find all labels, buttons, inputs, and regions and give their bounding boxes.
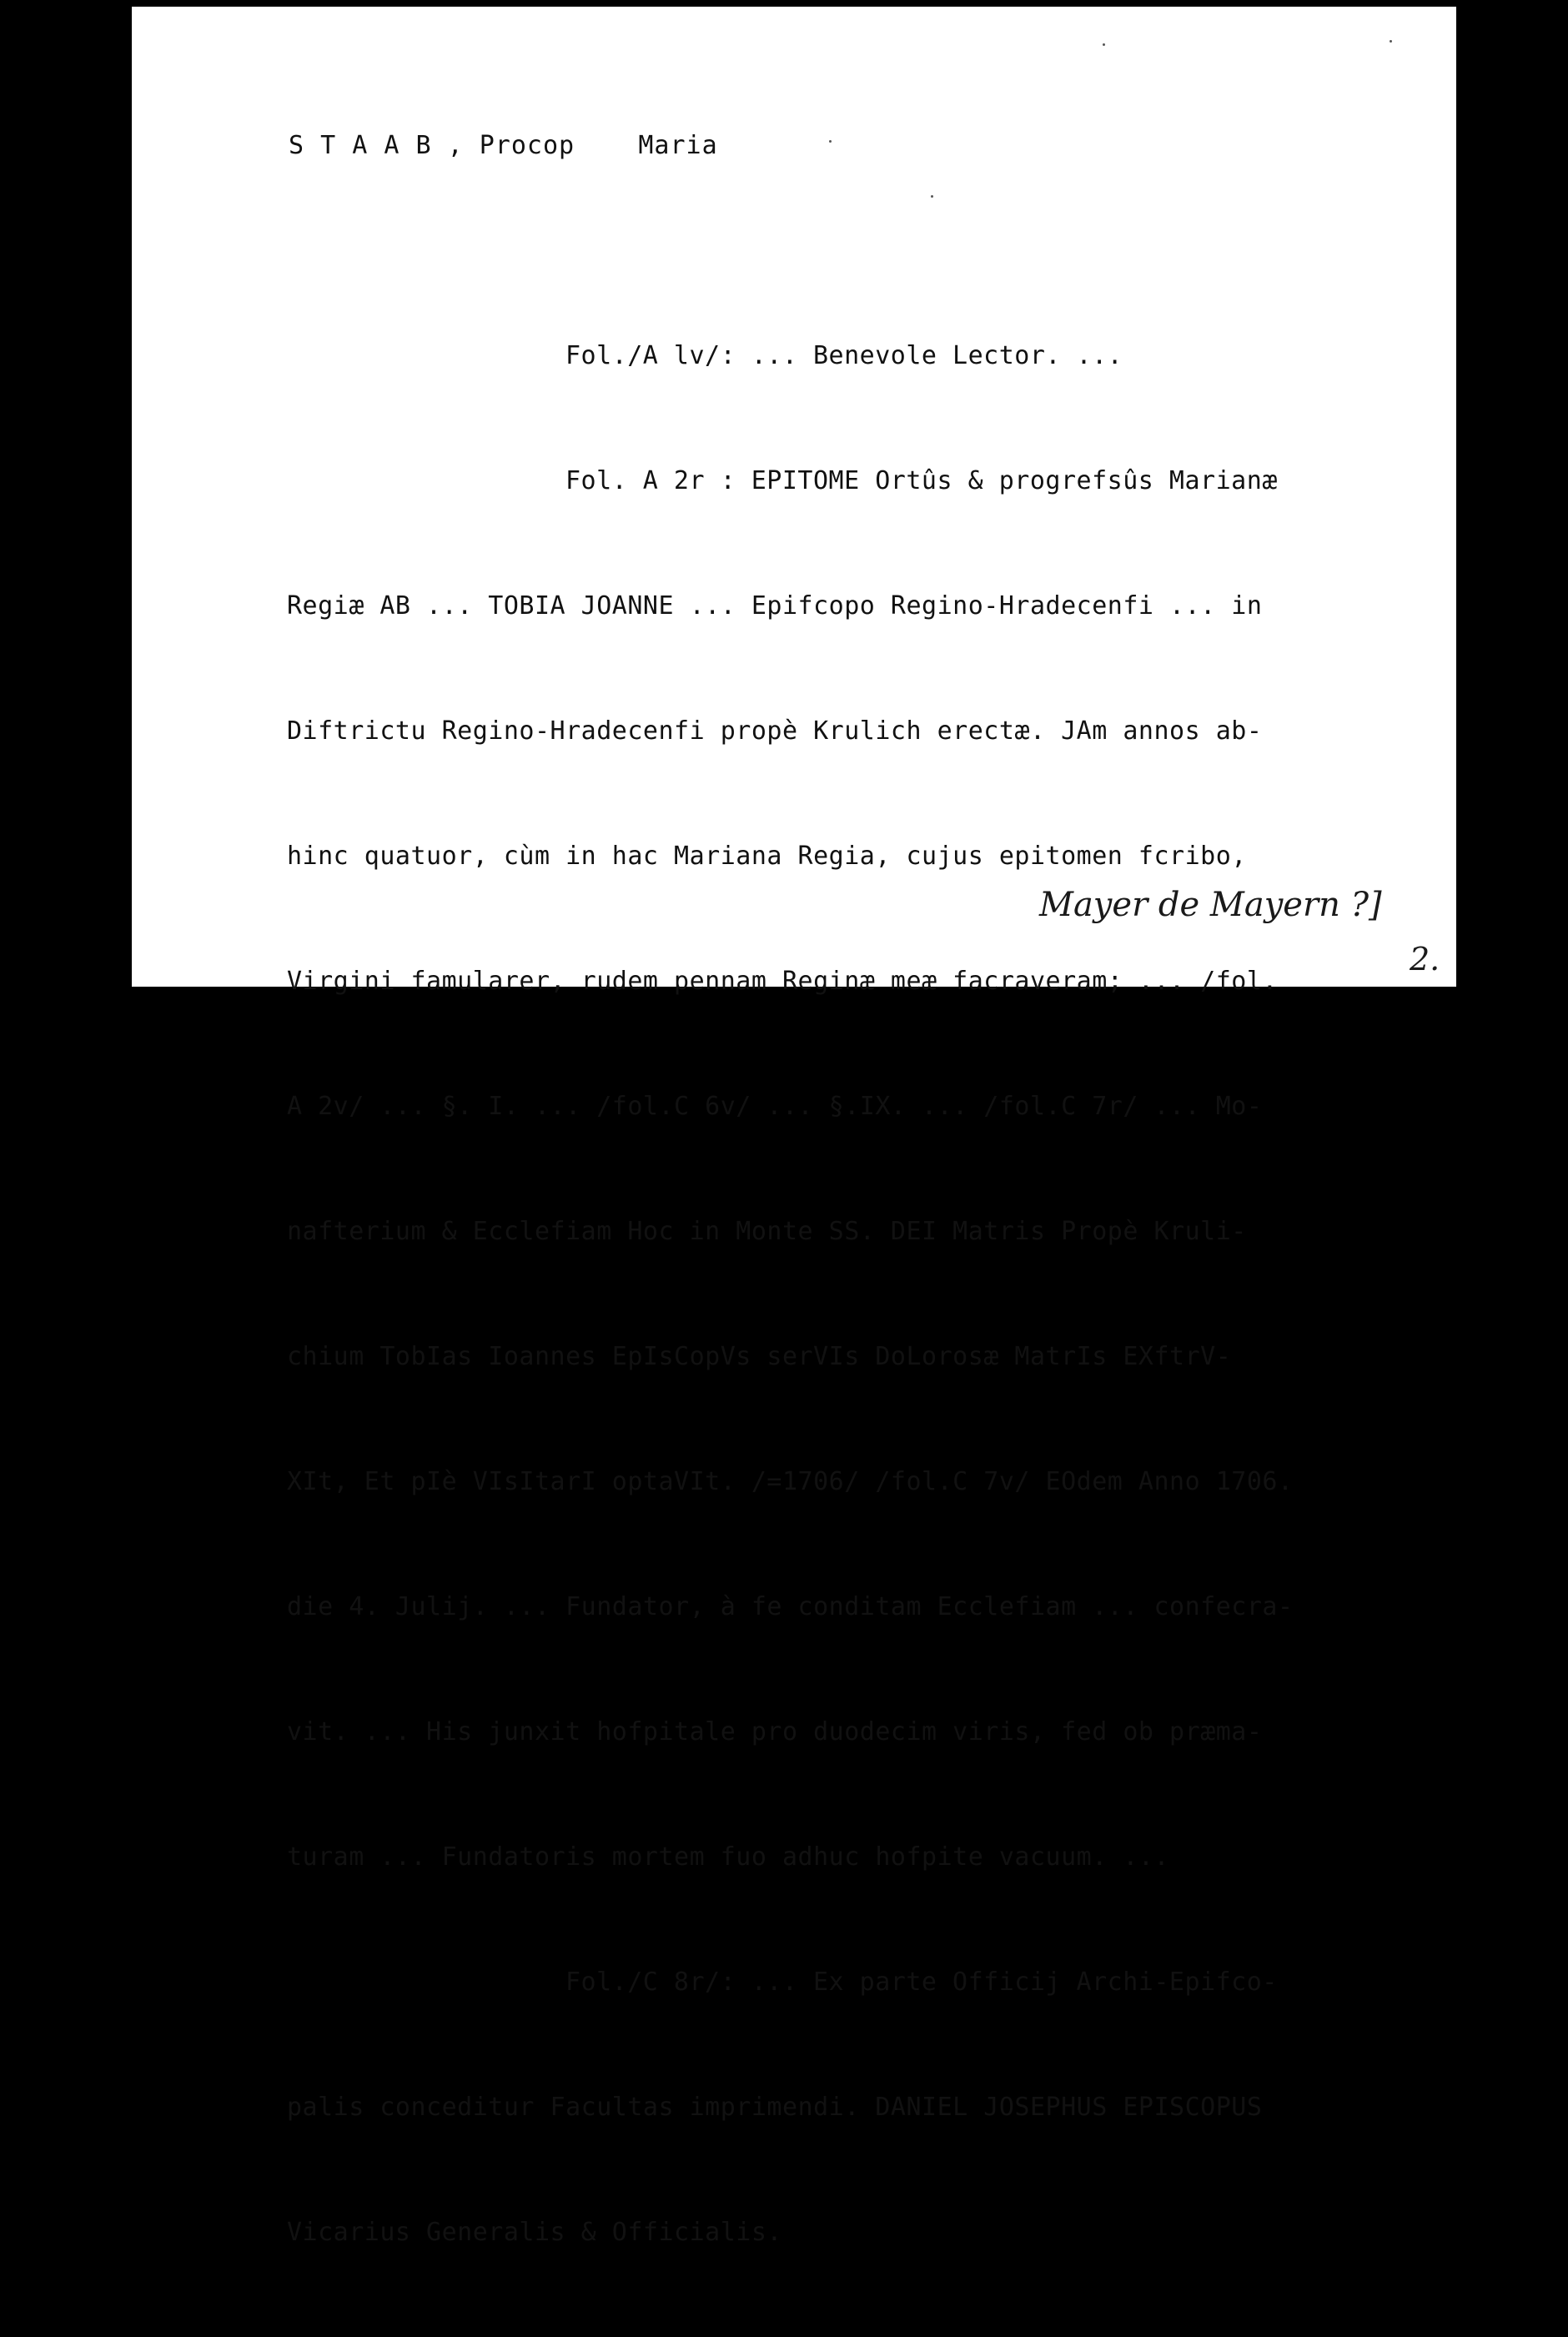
ink-speck xyxy=(829,140,832,143)
catalog-card xyxy=(132,7,1456,2247)
text-line: A 2v/ ... §. I. ... /fol.C 6v/ ... §.IX. ... /fol.C 7r/ ... Mo- xyxy=(287,1092,1263,1121)
text-line: XIt, Et pIè VIsItarI optaVIt. /=1706/ /fol.C 7v/ EOdem Anno 1706. xyxy=(287,1467,1294,1496)
text-line: Diftrictu Regino-Hradecenfi propè Krulich erectæ. JAm annos ab- xyxy=(287,716,1263,746)
card-body xyxy=(287,252,1294,2337)
text-line: hinc quatuor, cùm in hac Mariana Regia, cujus epitomen fcribo, xyxy=(287,842,1247,871)
text-line: Regiæ AB ... TOBIA JOANNE ... Epifcopo Regino-Hradecenfi ... in xyxy=(287,591,1263,621)
ink-speck xyxy=(931,195,933,198)
text-line: Vicarius Generalis & Officialis. xyxy=(287,2218,782,2247)
text-line: turam ... Fundatoris mortem fuo adhuc hofpite vacuum. ... xyxy=(287,1842,1170,1872)
author-given-names: , Procop Maria xyxy=(447,131,718,160)
text-line: vit. ... His junxit hofpitale pro duodecim viris, fed ob præma- xyxy=(287,1717,1263,1746)
text-line: palis conceditur Facultas imprimendi. DANIEL JOSEPHUS EPISCOPUS xyxy=(287,2093,1263,2122)
text-line: Fol./A lv/: ... Benevole Lector. ... xyxy=(565,341,1123,370)
text-line: Fol. A 2r : EPITOME Ortûs & progrefsûs Marianæ xyxy=(565,466,1278,495)
text-line: Virgini famularer, rudem pennam Reginæ meæ facraveram; ... /fol. xyxy=(287,967,1278,996)
page-number: 2. xyxy=(1410,941,1440,978)
handwritten-note: Mayer de Mayern ?] xyxy=(1039,886,1382,924)
text-line: die 4. Julij. ... Fundator, à fe conditam Ecclefiam ... confecra- xyxy=(287,1592,1294,1621)
text-line: chium TobIas Ioannes EpIsCopVs serVIs DoLorosæ MatrIs EXftrV- xyxy=(287,1342,1232,1371)
author-surname: S T A A B xyxy=(289,131,432,160)
text-line: nafterium & Ecclefiam Hoc in Monte SS. DEI Matris Propè Kruli- xyxy=(287,1217,1247,1246)
ink-speck xyxy=(1103,43,1105,46)
card-heading xyxy=(289,125,718,167)
text-line: Fol./C 8r/: ... Ex parte Officij Archi-Epifco- xyxy=(565,1968,1278,1997)
ink-speck xyxy=(1390,40,1392,43)
